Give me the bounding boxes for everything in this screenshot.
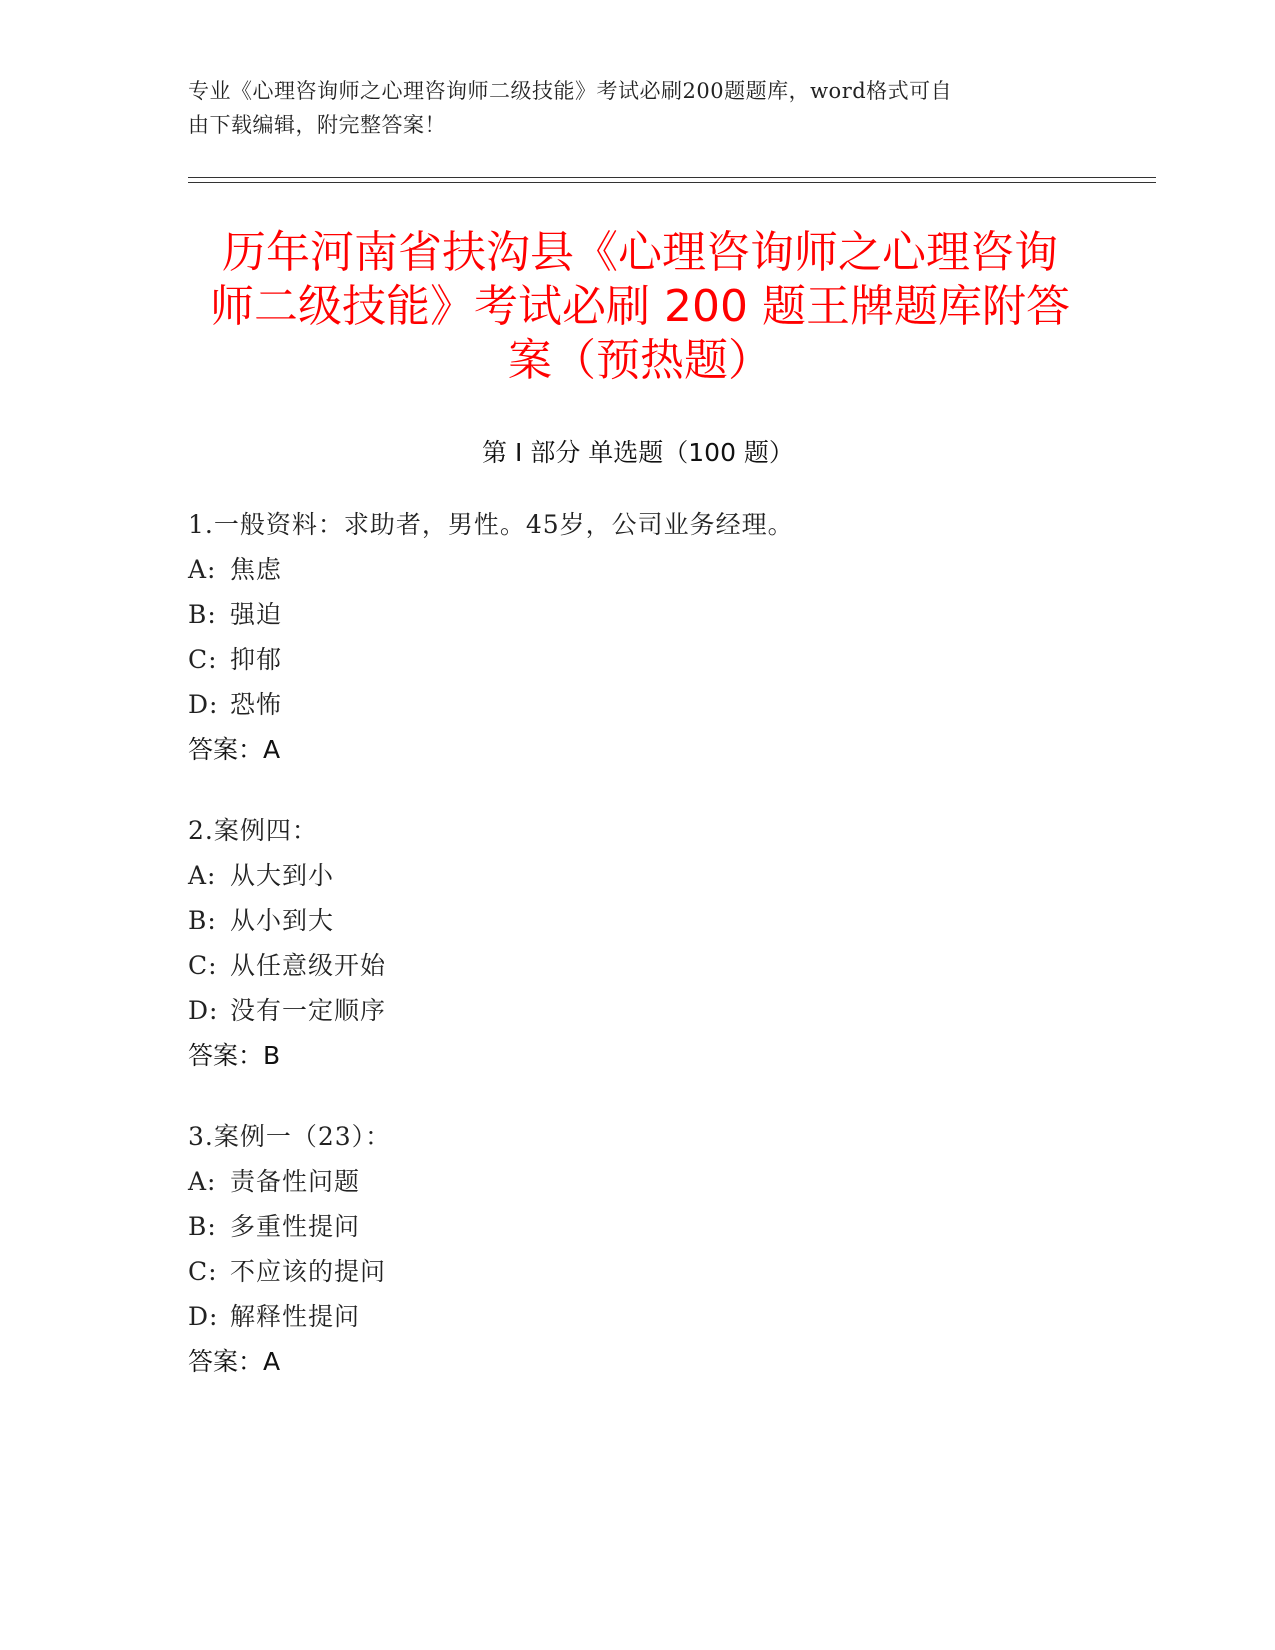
question-option	[188, 898, 1088, 943]
question-option	[188, 1204, 1088, 1249]
header-note-line-1: 专业《心理咨询师之心理咨询师二级技能》考试必刷200题题库，word格式可自	[188, 79, 953, 103]
question-option	[188, 682, 1088, 727]
header-rule-thick	[188, 182, 1156, 183]
option-letter: B:	[188, 600, 217, 629]
question-option	[188, 547, 1088, 592]
question-stem: 2.案例四：	[188, 816, 318, 845]
option-letter: A:	[188, 1167, 217, 1196]
option-text: 强迫	[230, 600, 283, 629]
header-note-line-2: 由下载编辑，附完整答案！	[188, 113, 446, 137]
title-line-3: 案（预热题）	[508, 335, 772, 386]
option-letter: B:	[188, 906, 217, 935]
option-text: 没有一定顺序	[230, 996, 387, 1025]
question-stem: 3.案例一（23）：	[188, 1122, 392, 1151]
question-option	[188, 1249, 1088, 1294]
option-letter: B:	[188, 1212, 217, 1241]
option-letter: C:	[188, 951, 218, 980]
option-letter: D:	[188, 690, 219, 719]
option-letter: C:	[188, 645, 218, 674]
question-block	[188, 502, 1088, 772]
option-letter: D:	[188, 996, 219, 1025]
option-text: 多重性提问	[230, 1212, 361, 1241]
option-letter: D:	[188, 1302, 219, 1331]
option-text: 从小到大	[230, 906, 335, 935]
question-answer: 答案：B	[188, 1041, 281, 1070]
question-option	[188, 943, 1088, 988]
option-text: 恐怖	[230, 690, 283, 719]
question-block	[188, 1114, 1088, 1384]
option-text: 从任意级开始	[230, 951, 387, 980]
option-text: 抑郁	[230, 645, 283, 674]
question-option	[188, 988, 1088, 1033]
option-text: 从大到小	[230, 861, 335, 890]
question-answer: 答案：A	[188, 1347, 281, 1376]
question-option	[188, 853, 1088, 898]
option-letter: C:	[188, 1257, 218, 1286]
question-option	[188, 1294, 1088, 1339]
title-line-2: 师二级技能》考试必刷 200 题王牌题库附答	[210, 281, 1070, 332]
title-line-1: 历年河南省扶沟县《心理咨询师之心理咨询	[222, 227, 1058, 278]
header-rule-thin	[188, 177, 1156, 178]
question-answer: 答案：A	[188, 735, 281, 764]
question-option	[188, 592, 1088, 637]
question-option	[188, 1159, 1088, 1204]
question-block	[188, 808, 1088, 1078]
question-option	[188, 637, 1088, 682]
option-text: 责备性问题	[230, 1167, 361, 1196]
option-letter: A:	[188, 555, 217, 584]
header-note	[188, 74, 1088, 142]
question-stem: 1.一般资料：求助者，男性。45岁，公司业务经理。	[188, 510, 794, 539]
option-letter: A:	[188, 861, 217, 890]
document-title	[190, 226, 1090, 388]
option-text: 解释性提问	[230, 1302, 361, 1331]
option-text: 不应该的提问	[230, 1257, 387, 1286]
section-heading: 第 I 部分 单选题（100 题）	[482, 438, 794, 467]
option-text: 焦虑	[230, 555, 283, 584]
